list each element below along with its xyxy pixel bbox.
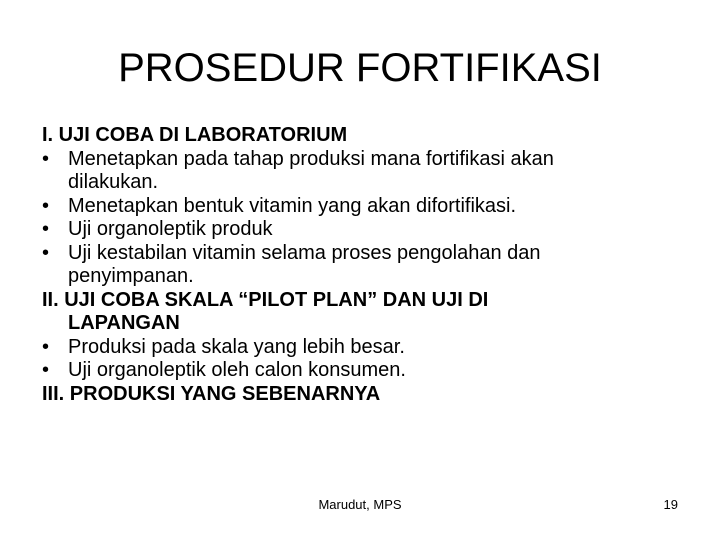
section-heading-3: III. PRODUKSI YANG SEBENARNYA [42,382,381,405]
slide-body [42,124,682,406]
section-heading-1: I. UJI COBA DI LABORATORIUM [42,124,348,146]
bullet-text: Uji organoleptik produk [68,218,273,240]
bullet-text: Uji kestabilan vitamin selama proses pengolahan dan [68,241,541,264]
bullet-text: Menetapkan pada tahap produksi mana fortifikasi akan [68,147,554,170]
bullet-glyph: • [42,359,50,381]
bullet-item [42,359,682,383]
bullet-glyph: • [42,218,50,240]
bullet-glyph: • [42,241,50,264]
slide-title: PROSEDUR FORTIFIKASI [118,46,602,90]
bullet-text: Menetapkan bentuk vitamin yang akan difortifikasi. [68,194,517,217]
bullet-item [42,242,682,266]
bullet-glyph: • [42,335,50,358]
bullet-item [42,148,682,172]
bullet-item [42,195,682,219]
bullet-item [42,218,682,242]
page-number: 19 [663,497,678,512]
bullet-continuation: penyimpanan. [68,265,194,287]
bullet-text: Uji organoleptik oleh calon konsumen. [68,359,406,381]
bullet-continuation: dilakukan. [68,171,159,193]
bullet-glyph: • [42,194,50,217]
section-heading-2: II. UJI COBA SKALA “PILOT PLAN” DAN UJI DI [42,288,489,311]
bullet-item [42,336,682,360]
section-heading-continuation: LAPANGAN [68,312,180,334]
bullet-text: Produksi pada skala yang lebih besar. [68,335,405,358]
bullet-glyph: • [42,147,50,170]
footer-author: Marudut, MPS [318,497,402,512]
